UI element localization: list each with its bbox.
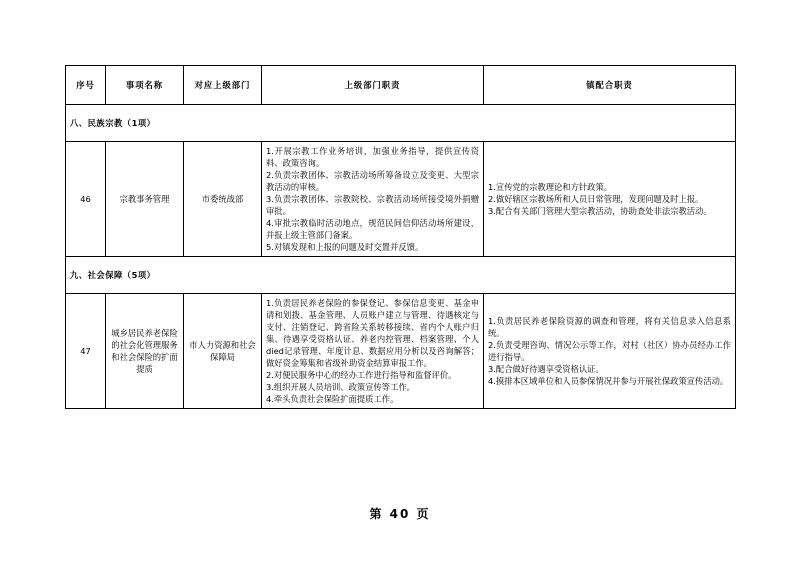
row-duty: 1.负责居民养老保险的参保登记、参保信息变更、基金申请和划拨、基金管理、人员账户建立与管理、待遇核定与支付、注销登记、跨省险关系转移接续、省内个人账户归集、待遇享受资格认证、养老内控管理、档案管理、个人died记录管理、年度计息、数据应用分析以及咨询解答；做好资金筹集和省级补助资金结算审报工作。 2.对便民服务中心的经办工作进行指导和监督评价。 3.组织开展人员培训、政策宣传等工作。 4.牵头负责社会保险扩面提质工作。 <box>262 294 484 409</box>
row-seq: 47 <box>66 294 106 409</box>
table-header-row <box>66 66 736 105</box>
table-container <box>65 65 735 409</box>
table-row <box>66 142 736 257</box>
header-cell-name: 事项名称 <box>106 66 184 105</box>
responsibility-table <box>65 65 736 409</box>
header-cell-town: 镇配合职责 <box>484 66 736 105</box>
row-town: 1.宣传党的宗教理论和方针政策。 2.做好辖区宗教场所和人员日常管理，发现问题及时上报。 3.配合有关部门管理大型宗教活动，协助查处非法宗教活动。 <box>484 142 736 257</box>
header-cell-seq: 序号 <box>66 66 106 105</box>
row-town: 1.负责居民养老保险资源的调查和管理，将有关信息录入信息系统。 2.负责受理咨询、情况公示等工作，对村（社区）协办员经办工作进行指导。 3.配合做好待遇享受资格认证。 4.摸排本区域单位和人员参保情况并参与开展社保政策宣传活动。 <box>484 294 736 409</box>
row-name: 城乡居民养老保险的社会化管理服务和社会保险的扩面提质 <box>106 294 184 409</box>
section-row <box>66 257 736 294</box>
section-title-minzu-zongjiao: 八、民族宗教（1项） <box>66 105 736 142</box>
row-dept: 市人力资源和社会保障局 <box>184 294 262 409</box>
page-number: 第 40 页 <box>369 507 431 521</box>
row-dept: 市委统战部 <box>184 142 262 257</box>
row-seq: 46 <box>66 142 106 257</box>
row-name: 宗教事务管理 <box>106 142 184 257</box>
header-cell-dept: 对应上级部门 <box>184 66 262 105</box>
row-duty: 1.开展宗教工作业务培训，加强业务指导，提供宣传资料、政策咨询。 2.负责宗教团体、宗教活动场所筹备设立及变更、大型宗教活动的审核。 3.负责宗教团体、宗教院校、宗教活动场所接受境外捐赠审批。 4.审批宗教临时活动地点，规范民间信仰活动场所建设，并报上级主管部门备案。 5.对镇发现和上报的问题及时交置并反馈。 <box>262 142 484 257</box>
table-row <box>66 294 736 409</box>
section-title-shehui-baozhang: 九、社会保障（5项） <box>66 257 736 294</box>
section-row <box>66 105 736 142</box>
header-cell-duty: 上级部门职责 <box>262 66 484 105</box>
